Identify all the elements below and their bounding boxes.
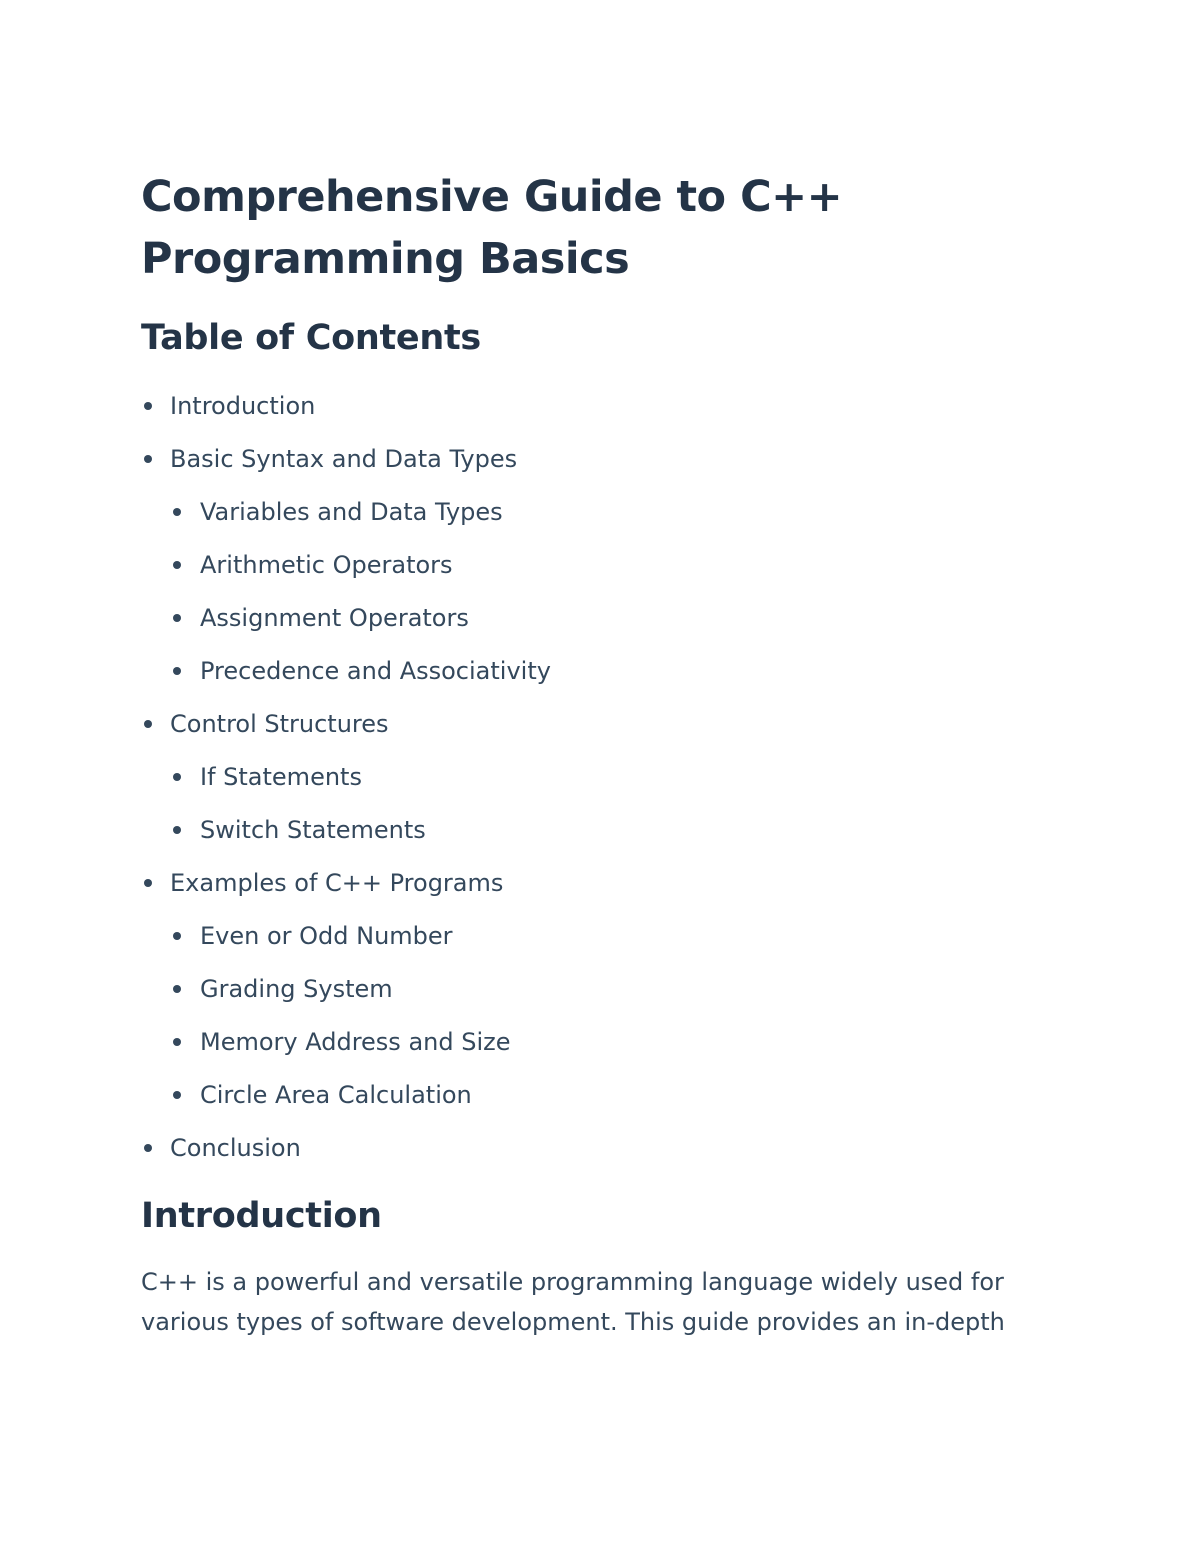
bullet-icon bbox=[144, 1144, 152, 1152]
bullet-icon bbox=[173, 1091, 181, 1099]
bullet-icon bbox=[173, 614, 181, 622]
toc-item-label: Control Structures bbox=[170, 710, 389, 738]
bullet-icon bbox=[173, 773, 181, 781]
toc-item-label: Introduction bbox=[170, 392, 316, 420]
toc-item-label: Circle Area Calculation bbox=[200, 1081, 472, 1109]
document-title-line-1: Comprehensive Guide to C++ bbox=[141, 172, 843, 222]
bullet-icon bbox=[144, 402, 152, 410]
bullet-icon bbox=[173, 826, 181, 834]
bullet-icon bbox=[173, 508, 181, 516]
toc-item-label: Assignment Operators bbox=[200, 604, 469, 632]
bullet-icon bbox=[144, 720, 152, 728]
toc-heading: Table of Contents bbox=[141, 318, 481, 358]
toc-item-label: Examples of C++ Programs bbox=[170, 869, 504, 897]
introduction-line-1: C++ is a powerful and versatile programming language widely used for bbox=[141, 1268, 1004, 1296]
bullet-icon bbox=[173, 985, 181, 993]
toc-item-label: Basic Syntax and Data Types bbox=[170, 445, 518, 473]
bullet-icon bbox=[144, 455, 152, 463]
introduction-heading: Introduction bbox=[141, 1196, 382, 1236]
bullet-icon bbox=[144, 879, 152, 887]
introduction-line-2: various types of software development. This guide provides an in-depth bbox=[141, 1308, 1005, 1336]
toc-item-label: Arithmetic Operators bbox=[200, 551, 453, 579]
toc-item-label: Even or Odd Number bbox=[200, 922, 453, 950]
toc-item-label: Switch Statements bbox=[200, 816, 426, 844]
introduction-paragraph bbox=[141, 1262, 1041, 1342]
toc-item-label: Precedence and Associativity bbox=[200, 657, 551, 685]
toc-item-label: Memory Address and Size bbox=[200, 1028, 511, 1056]
bullet-icon bbox=[173, 667, 181, 675]
document-title-line-2: Programming Basics bbox=[141, 234, 630, 284]
document-title bbox=[141, 166, 941, 290]
toc-item-label: Variables and Data Types bbox=[200, 498, 503, 526]
toc-item-label: Grading System bbox=[200, 975, 393, 1003]
bullet-icon bbox=[173, 1038, 181, 1046]
bullet-icon bbox=[173, 561, 181, 569]
toc-item-label: If Statements bbox=[200, 763, 362, 791]
toc-item-label: Conclusion bbox=[170, 1134, 301, 1162]
bullet-icon bbox=[173, 932, 181, 940]
